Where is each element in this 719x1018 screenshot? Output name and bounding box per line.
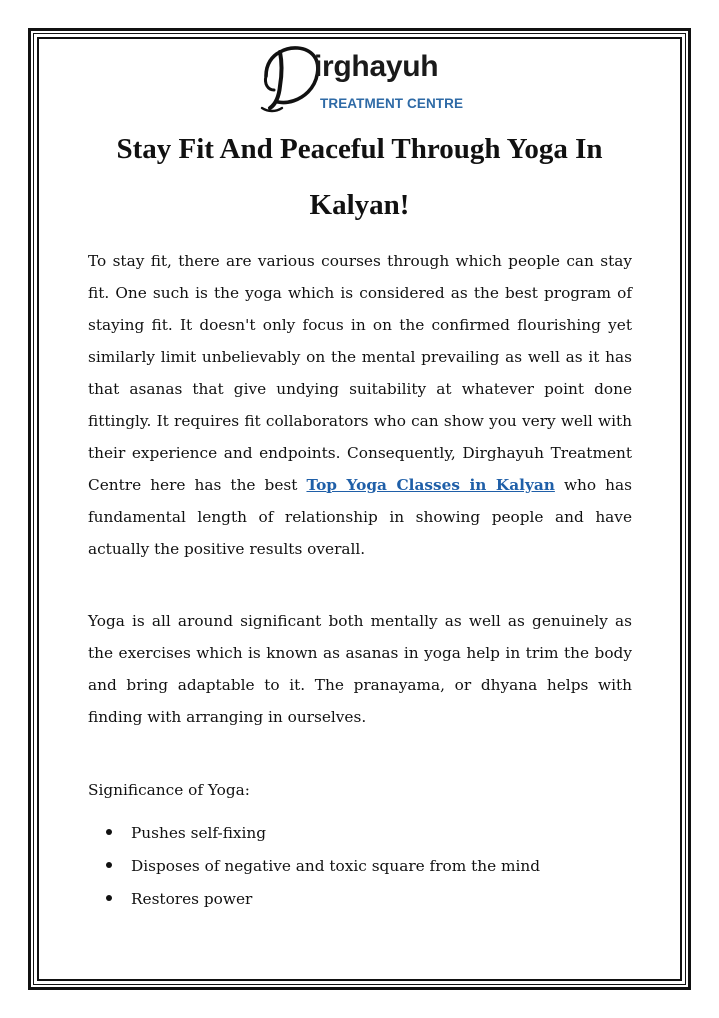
list-item-text: Disposes of negative and toxic square from the mind <box>131 857 541 875</box>
logo-brand-text: irghayuh <box>314 50 439 83</box>
paragraph-intro <box>88 245 632 565</box>
list-item-text: Restores power <box>131 890 253 908</box>
logo-subtitle: TREATMENT CENTRE <box>320 96 464 111</box>
dirghayuh-logo <box>258 42 468 120</box>
paragraph-significance-text: Yoga is all around significant both mentally as well as genuinely as the exercises which is known as asanas in yoga help in trim the body and bring adaptable to it. The pranayama, or dhyana helps with finding with arranging in ourselves. <box>88 612 632 726</box>
benefits-list <box>106 818 540 917</box>
bullet-icon <box>106 829 112 835</box>
paragraph-intro-text-2: who has fundamental length of relationship in showing people and have actually the positive results overall. <box>88 476 632 558</box>
paragraph-significance <box>88 605 632 733</box>
bullet-icon <box>106 862 112 868</box>
list-item <box>106 884 540 917</box>
list-item <box>106 851 540 884</box>
bullet-icon <box>106 895 112 901</box>
significance-heading: Significance of Yoga: <box>88 781 250 799</box>
paragraph-intro-text-1: To stay fit, there are various courses through which people can stay fit. One such is the yoga which is considered as the best program of staying fit. It doesn't only focus in on the confirmed flourishing yet similarly limit unbelievably on the mental prevailing as well as it has that asanas that give undying suitability at whatever point done fittingly. It requires fit collaborators who can show you very well with their experience and endpoints. Consequently, Dirghayuh Treatment Centre here has the best <box>88 252 632 494</box>
logo-d-monogram-icon <box>258 42 320 114</box>
yoga-classes-link[interactable]: Top Yoga Classes in Kalyan <box>306 476 555 494</box>
list-item-text: Pushes self-fixing <box>131 824 267 842</box>
list-item <box>106 818 540 851</box>
page-title-line-2: Kalyan! <box>309 189 410 221</box>
page-title-line-1: Stay Fit And Peaceful Through Yoga In <box>116 133 603 165</box>
